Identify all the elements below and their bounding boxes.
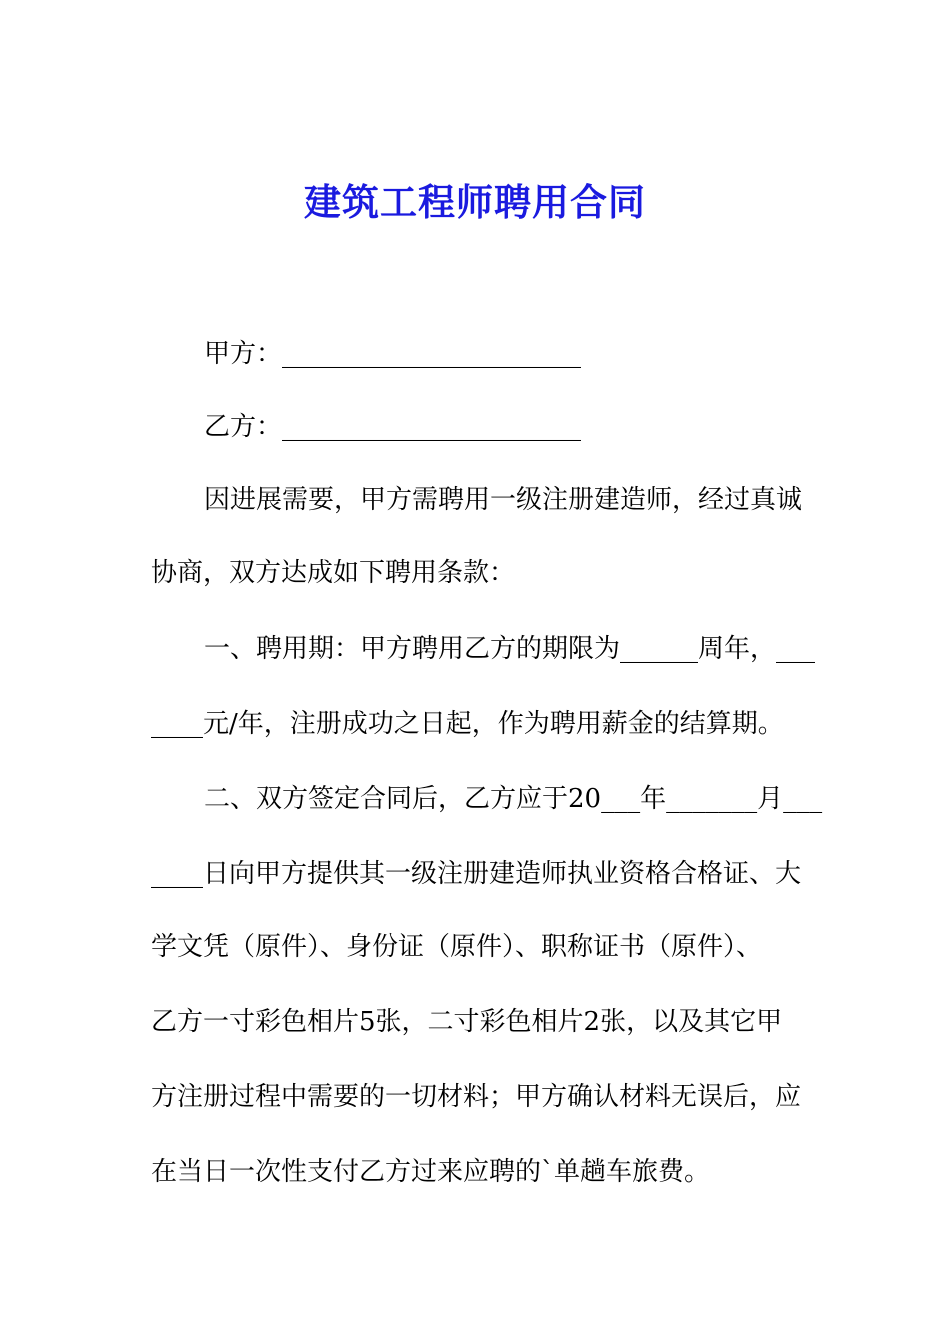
intro-line-1: 因进展需要，甲方需聘用一级注册建造师，经过真诚 (204, 485, 803, 515)
party-a-line: 甲方：_______________________ (204, 339, 582, 369)
clause-2-line-2: ____日向甲方提供其一级注册建造师执业资格合格证、大 (151, 859, 802, 889)
clause-1-line-1: 一、聘用期：甲方聘用乙方的期限为______周年，___ (204, 634, 816, 664)
clause-1-line-2: ____元/年，注册成功之日起，作为聘用薪金的结算期。 (151, 709, 784, 739)
intro-line-2: 协商，双方达成如下聘用条款： (151, 558, 516, 588)
clause-2-line-3: 学文凭（原件）、身份证（原件）、职称证书（原件）、 (151, 932, 763, 962)
clause-2-line-6: 在当日一次性支付乙方过来应聘的`单趟车旅费。 (151, 1157, 711, 1187)
party-b-line: 乙方：_______________________ (204, 412, 582, 442)
clause-2-line-4: 乙方一寸彩色相片5张，二寸彩色相片2张，以及其它甲 (151, 1007, 783, 1037)
clause-2-line-5: 方注册过程中需要的一切材料；甲方确认材料无误后，应 (151, 1082, 802, 1112)
document-title: 建筑工程师聘用合同 (304, 180, 646, 224)
clause-2-line-1: 二、双方签定合同后，乙方应于20___年_______月___ (204, 784, 823, 814)
